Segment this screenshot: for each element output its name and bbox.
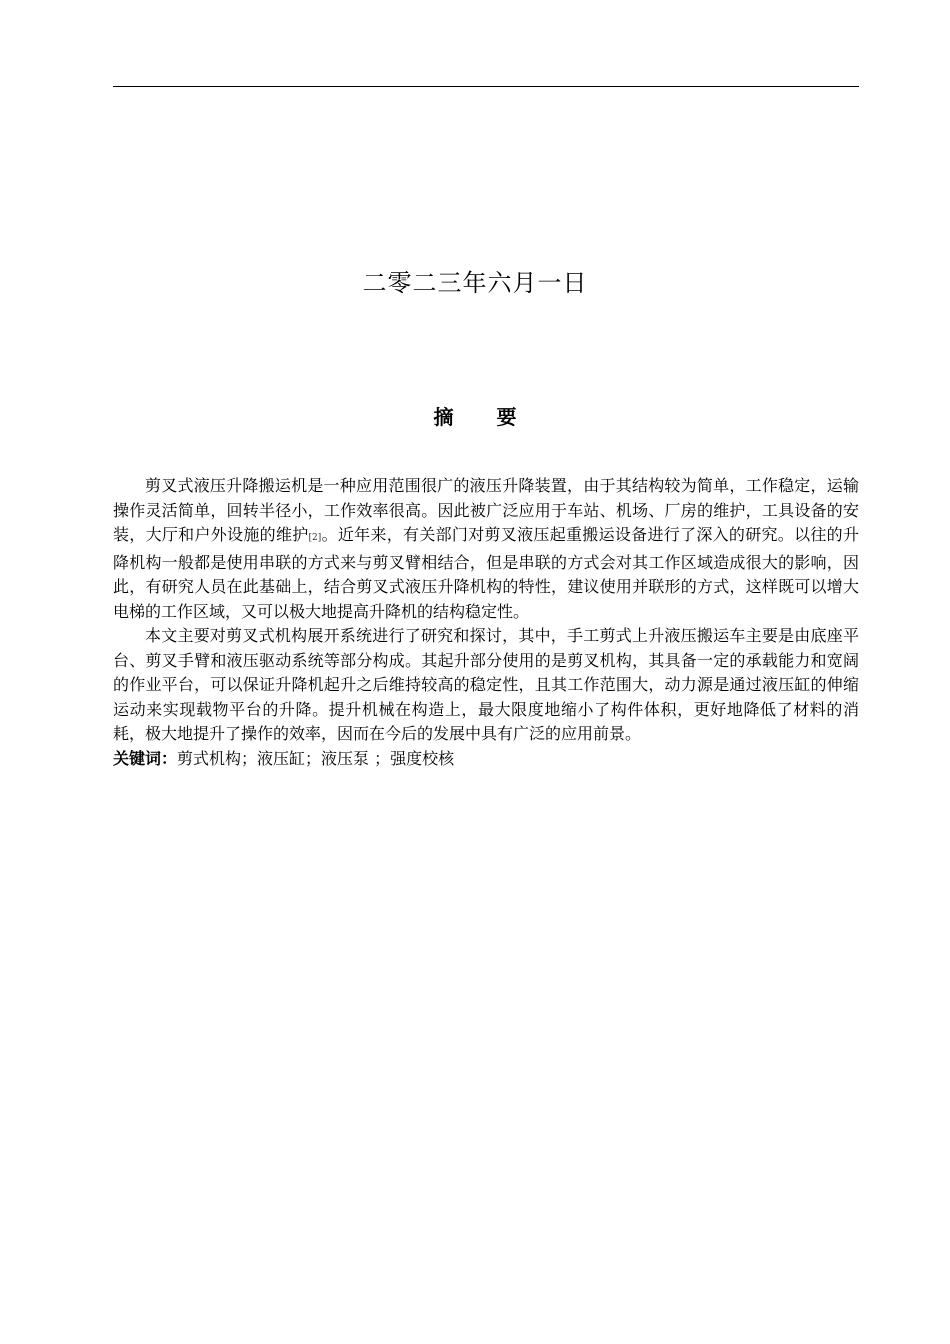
abstract-paragraph-1-part-a: 剪叉式液压升降搬运机是一种应用范围很广的液压升降装置，由于其结构较为简单，工作稳定，运输操作灵活简单，回转半径小，工作效率很高。因此被广泛应用于车站、机场、厂房的维护，工具设备的安装，大厅和户外设施的维护 [113, 476, 859, 544]
abstract-heading: 摘 要 [433, 405, 535, 429]
header-rule [113, 86, 859, 87]
cover-date: 二零二三年六月一日 [362, 269, 588, 297]
abstract-paragraph-1 [113, 474, 859, 624]
abstract-paragraph-1-part-b: 。近年来，有关部门对剪叉液压起重搬运设备进行了深入的研究。以往的升降机构一般都是使用串联的方式来与剪叉臂相结合，但是串联的方式会对其工作区域造成很大的影响，因此，有研究人员在此基础上，结合剪叉式液压升降机构的特性，建议使用并联形的方式，这样既可以增大电梯的工作区域，又可以极大地提高升降机的结构稳定性。 [113, 525, 859, 621]
keywords-line [113, 747, 859, 772]
keywords-text: 剪式机构；液压缸；液压泵 ；强度校核 [177, 748, 455, 768]
citation-reference: [2] [308, 533, 322, 543]
abstract-paragraph-2: 本文主要对剪叉式机构展开系统进行了研究和探讨，其中，手工剪式上升液压搬运车主要是由底座平台、剪叉手臂和液压驱动系统等部分构成。其起升部分使用的是剪叉机构，其具备一定的承载能力和宽阔的作业平台，可以保证升降机起升之后维持较高的稳定性，且其工作范围大，动力源是通过液压缸的伸缩运动来实现载物平台的升降。提升机械在构造上，最大限度地缩小了构件体积，更好地降低了材料的消耗，极大地提升了操作的效率，因而在今后的发展中具有广泛的应用前景。 [113, 626, 859, 743]
keywords-label: 关键词： [113, 748, 178, 768]
abstract-body [113, 474, 859, 771]
